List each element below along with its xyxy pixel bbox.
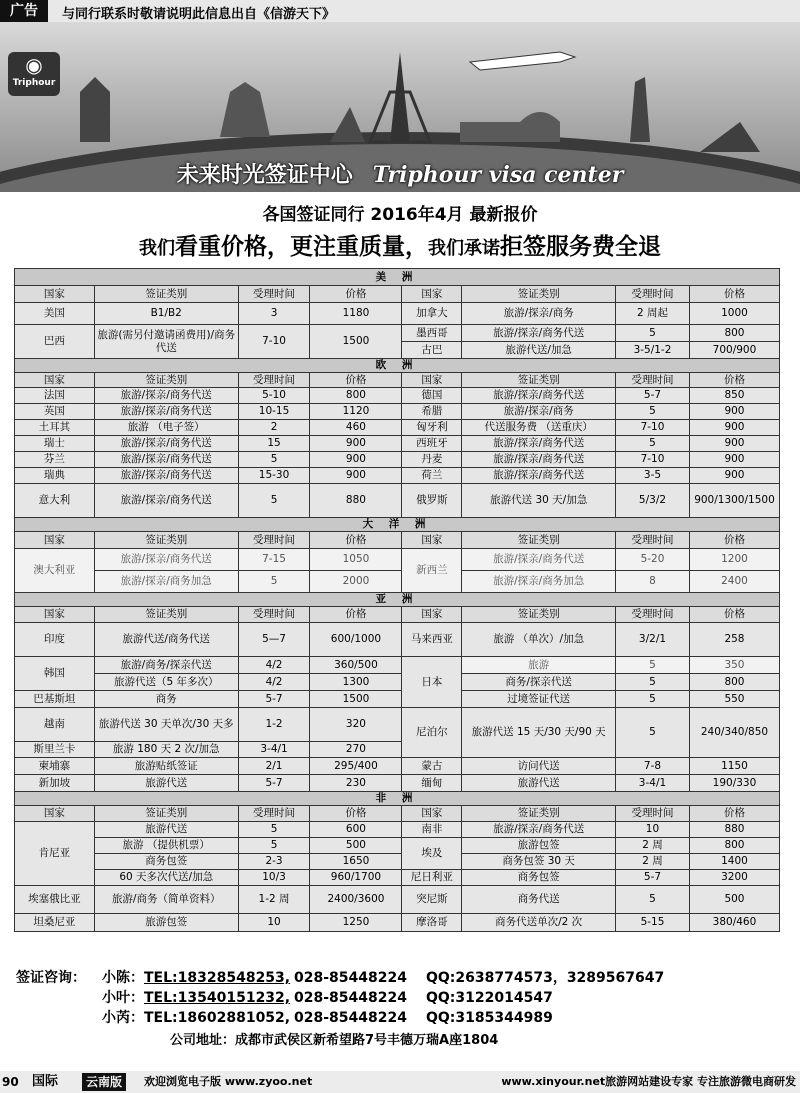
table-row [15, 623, 780, 657]
table-cell: 5/3/2 [616, 484, 690, 518]
table-cell: 2400 [689, 571, 779, 593]
column-header [15, 373, 780, 388]
table-row [15, 571, 780, 593]
price-table [14, 268, 780, 932]
table-cell: B1/B2 [94, 303, 238, 325]
table-row [15, 870, 780, 886]
table-cell: 旅游/探亲/商务代送 [94, 452, 238, 468]
table-cell: 15 [238, 436, 310, 452]
table-cell: 旅游/探亲/商务 [462, 303, 616, 325]
table-cell: 5-15 [616, 914, 690, 932]
table-cell: 旅游代送 [94, 775, 238, 792]
table-cell: 60 天多次代送/加急 [94, 870, 238, 886]
table-cell: 签证类别 [462, 373, 616, 388]
table-cell: 900 [689, 420, 779, 436]
source-note: 与同行联系时敬请说明此信息出自《信游天下》 [62, 7, 336, 22]
table-cell: 2 [238, 420, 310, 436]
table-cell: 600 [310, 822, 402, 838]
column-header [15, 286, 780, 303]
table-cell: 2 周 [616, 854, 690, 870]
table-cell: 受理时间 [238, 373, 310, 388]
table-cell: 签证类别 [94, 607, 238, 623]
table-cell: 5 [238, 822, 310, 838]
table-cell: 国家 [15, 532, 95, 549]
table-cell: 旅游贴纸签证 [94, 758, 238, 775]
table-cell: 3-5 [616, 468, 690, 484]
table-cell: 坦桑尼亚 [15, 914, 95, 932]
table-cell: 古巴 [402, 342, 462, 359]
table-cell: 俄罗斯 [402, 484, 462, 518]
table-cell: 价格 [689, 806, 779, 822]
table-cell: 日本 [402, 657, 462, 708]
table-row [15, 854, 780, 870]
banner-title: 未来时光签证中心 Triphour visa center [176, 162, 624, 188]
table-cell: 埃及 [402, 838, 462, 870]
page-footer [0, 1071, 800, 1093]
table-cell: 5-7 [616, 388, 690, 404]
triphour-logo: ◉ Triphour [8, 52, 60, 96]
contact-block [16, 968, 664, 1028]
table-cell: 旅游/探亲/商务代送 [94, 404, 238, 420]
table-cell: 受理时间 [238, 607, 310, 623]
table-cell: 新西兰 [402, 549, 462, 593]
table-cell: 旅游/探亲/商务代送 [462, 822, 616, 838]
table-cell: 2 周起 [616, 303, 690, 325]
table-cell: 1500 [310, 325, 402, 359]
table-cell: 巴基斯坦 [15, 691, 95, 708]
table-row [15, 674, 780, 691]
table-cell: 960/1700 [310, 870, 402, 886]
table-cell: 5 [238, 571, 310, 593]
table-cell: 10/3 [238, 870, 310, 886]
table-cell: 旅游/探亲/商务代送 [462, 325, 616, 342]
table-cell: 350 [689, 657, 779, 674]
table-cell: 旅游/商务（简单资料） [94, 886, 238, 914]
table-cell: 价格 [689, 607, 779, 623]
table-cell: 国家 [402, 373, 462, 388]
table-cell: 缅甸 [402, 775, 462, 792]
table-cell: 7-10 [616, 452, 690, 468]
table-row [15, 468, 780, 484]
table-cell: 旅游/探亲/商务代送 [94, 468, 238, 484]
table-cell: 5 [616, 404, 690, 420]
table-cell: 商务代送单次/2 次 [462, 914, 616, 932]
table-cell: 500 [310, 838, 402, 854]
table-cell: 3200 [689, 870, 779, 886]
table-row [15, 758, 780, 775]
bear-icon: ◉ [25, 53, 43, 77]
table-cell: 15-30 [238, 468, 310, 484]
table-cell: 360/500 [310, 657, 402, 674]
table-cell: 价格 [689, 373, 779, 388]
table-cell: 旅游/探亲/商务加急 [94, 571, 238, 593]
table-cell: 商务包签 [462, 870, 616, 886]
table-cell: 瑞典 [15, 468, 95, 484]
table-cell: 旅游/探亲/商务代送 [94, 388, 238, 404]
table-cell: 320 [310, 708, 402, 742]
table-row [15, 484, 780, 518]
table-cell: 460 [310, 420, 402, 436]
table-cell: 尼泊尔 [402, 708, 462, 758]
company-address: 公司地址：成都市武侯区新希望路7号丰德万瑞A座1804 [170, 1033, 499, 1048]
table-cell: 价格 [689, 286, 779, 303]
table-cell: 230 [310, 775, 402, 792]
table-row [15, 775, 780, 792]
table-cell: 尼日利亚 [402, 870, 462, 886]
table-cell: 900 [310, 452, 402, 468]
table-cell: 柬埔寨 [15, 758, 95, 775]
table-cell: 旅游/探亲/商务 [462, 404, 616, 420]
section-header [15, 593, 780, 607]
table-cell: 10 [616, 822, 690, 838]
table-cell: 大 洋 洲 [15, 518, 780, 532]
table-cell: 1200 [689, 549, 779, 571]
column-header [15, 607, 780, 623]
table-cell: 3/2/1 [616, 623, 690, 657]
table-cell: 1180 [310, 303, 402, 325]
table-cell: 新加坡 [15, 775, 95, 792]
table-cell: 3-4/1 [238, 742, 310, 758]
table-row [15, 303, 780, 325]
table-cell: 国家 [402, 806, 462, 822]
table-cell: 意大利 [15, 484, 95, 518]
table-cell: 受理时间 [238, 286, 310, 303]
table-cell: 希腊 [402, 404, 462, 420]
table-cell: 法国 [15, 388, 95, 404]
table-cell: 商务包签 [94, 854, 238, 870]
table-cell: 5-7 [616, 870, 690, 886]
table-row [15, 436, 780, 452]
table-cell: 受理时间 [238, 532, 310, 549]
table-cell: 南非 [402, 822, 462, 838]
table-cell: 签证类别 [462, 286, 616, 303]
table-cell: 380/460 [689, 914, 779, 932]
table-cell: 马来西亚 [402, 623, 462, 657]
table-row [15, 886, 780, 914]
table-cell: 240/340/850 [689, 708, 779, 758]
table-cell: 旅游代送/加急 [462, 342, 616, 359]
table-cell: 800 [689, 325, 779, 342]
table-cell: 旅游/探亲/商务代送 [462, 436, 616, 452]
phone-link[interactable]: TEL:18328548253, [144, 970, 291, 986]
table-cell: 700/900 [689, 342, 779, 359]
table-cell: 签证类别 [94, 532, 238, 549]
table-cell: 5-7 [238, 691, 310, 708]
table-cell: 过境签证代送 [462, 691, 616, 708]
table-cell: 190/330 [689, 775, 779, 792]
table-cell: 旅游/探亲/商务加急 [462, 571, 616, 593]
table-cell: 受理时间 [616, 532, 690, 549]
table-cell: 8 [616, 571, 690, 593]
table-cell: 澳大利亚 [15, 549, 95, 593]
table-cell: 2/1 [238, 758, 310, 775]
contact-row: 小芮：TEL:18602881052, 028-85448224 QQ:3185344989 [102, 1010, 553, 1026]
table-cell: 国家 [15, 373, 95, 388]
table-cell: 国家 [15, 607, 95, 623]
table-cell: 5-20 [616, 549, 690, 571]
table-cell: 印度 [15, 623, 95, 657]
table-cell: 价格 [310, 806, 402, 822]
table-cell: 匈牙利 [402, 420, 462, 436]
table-cell: 5 [616, 674, 690, 691]
table-cell: 550 [689, 691, 779, 708]
table-cell: 旅游代送 [462, 775, 616, 792]
table-cell: 价格 [310, 532, 402, 549]
table-cell: 880 [310, 484, 402, 518]
table-cell: 访问代送 [462, 758, 616, 775]
table-cell: 900 [689, 436, 779, 452]
table-cell: 2 周 [616, 838, 690, 854]
table-cell: 荷兰 [402, 468, 462, 484]
table-cell: 土耳其 [15, 420, 95, 436]
table-cell: 价格 [310, 286, 402, 303]
table-cell: 旅游/探亲/商务代送 [462, 549, 616, 571]
table-row [15, 657, 780, 674]
table-cell: 签证类别 [462, 806, 616, 822]
table-row [15, 822, 780, 838]
table-cell: 5 [238, 838, 310, 854]
table-cell: 800 [310, 388, 402, 404]
table-cell: 500 [689, 886, 779, 914]
table-row [15, 388, 780, 404]
table-cell: 欧 洲 [15, 359, 780, 373]
table-row [15, 838, 780, 854]
table-cell: 7-15 [238, 549, 310, 571]
table-cell: 旅游 （提供机票） [94, 838, 238, 854]
table-cell: 签证类别 [94, 373, 238, 388]
table-row [15, 404, 780, 420]
table-cell: 美国 [15, 303, 95, 325]
table-cell: 5 [616, 325, 690, 342]
table-cell: 瑞士 [15, 436, 95, 452]
table-row [15, 452, 780, 468]
table-cell: 7-10 [616, 420, 690, 436]
table-row [15, 914, 780, 932]
table-cell: 900 [310, 436, 402, 452]
phone-link[interactable]: TEL:13540151232, [144, 990, 291, 1006]
table-cell: 受理时间 [616, 373, 690, 388]
column-header [15, 806, 780, 822]
table-cell: 斯里兰卡 [15, 742, 95, 758]
contact-row: 小叶：TEL:13540151232, 028-85448224 QQ:3122014547 [102, 990, 553, 1006]
table-cell: 国家 [402, 532, 462, 549]
table-cell: 旅游/探亲/商务代送 [462, 388, 616, 404]
table-cell: 旅游包签 [462, 838, 616, 854]
section-header [15, 269, 780, 286]
section-header [15, 518, 780, 532]
table-cell: 加拿大 [402, 303, 462, 325]
table-cell: 英国 [15, 404, 95, 420]
table-cell: 1000 [689, 303, 779, 325]
table-row [15, 708, 780, 742]
table-cell: 295/400 [310, 758, 402, 775]
table-cell: 签证类别 [462, 607, 616, 623]
table-cell: 肯尼亚 [15, 822, 95, 886]
table-cell: 900 [689, 404, 779, 420]
table-cell: 旅游代送 [94, 822, 238, 838]
table-cell: 800 [689, 838, 779, 854]
table-cell: 签证类别 [94, 806, 238, 822]
table-cell: 非 洲 [15, 792, 780, 806]
column-header [15, 532, 780, 549]
table-cell: 880 [689, 822, 779, 838]
ezine-link[interactable]: 欢迎浏览电子版 www.zyoo.net [144, 1075, 313, 1088]
table-cell: 旅游 （电子签） [94, 420, 238, 436]
table-cell: 旅游包签 [94, 914, 238, 932]
table-cell: 旅游/探亲/商务代送 [94, 436, 238, 452]
table-cell: 签证类别 [94, 286, 238, 303]
table-cell: 商务 [94, 691, 238, 708]
table-cell: 签证类别 [462, 532, 616, 549]
subheading: 各国签证同行 2016年4月 最新报价 [262, 205, 538, 225]
table-cell: 旅游代送 30 天/加急 [462, 484, 616, 518]
phone-link[interactable]: TEL:18602881052, [144, 1010, 291, 1026]
table-cell: 5 [616, 657, 690, 674]
table-cell: 旅游代送（5 年多次） [94, 674, 238, 691]
table-cell: 258 [689, 623, 779, 657]
table-cell: 旅游/探亲/商务代送 [94, 549, 238, 571]
section-header [15, 792, 780, 806]
table-cell: 受理时间 [238, 806, 310, 822]
table-cell: 1500 [310, 691, 402, 708]
table-cell: 旅游代送 30 天单次/30 天多 [94, 708, 238, 742]
table-cell: 价格 [310, 373, 402, 388]
table-cell: 国家 [15, 286, 95, 303]
table-cell: 旅游/探亲/商务代送 [462, 468, 616, 484]
table-cell: 1-2 周 [238, 886, 310, 914]
table-cell: 900 [689, 452, 779, 468]
table-cell: 越南 [15, 708, 95, 742]
table-cell: 突尼斯 [402, 886, 462, 914]
table-cell: 价格 [689, 532, 779, 549]
table-cell: 1300 [310, 674, 402, 691]
table-cell: 旅游 [462, 657, 616, 674]
table-cell: 丹麦 [402, 452, 462, 468]
table-cell: 3-5/1-2 [616, 342, 690, 359]
table-cell: 850 [689, 388, 779, 404]
table-cell: 商务代送 [462, 886, 616, 914]
table-cell: 受理时间 [616, 607, 690, 623]
table-cell: 10 [238, 914, 310, 932]
table-cell: 德国 [402, 388, 462, 404]
table-cell: 旅游 （单次）/加急 [462, 623, 616, 657]
table-cell: 埃塞俄比亚 [15, 886, 95, 914]
table-cell: 1050 [310, 549, 402, 571]
page-number: 90 [2, 1075, 19, 1089]
table-cell: 2000 [310, 571, 402, 593]
table-cell: 5 [616, 708, 690, 758]
table-cell: 国家 [402, 607, 462, 623]
table-cell: 代送服务费 （送重庆） [462, 420, 616, 436]
table-cell: 蒙古 [402, 758, 462, 775]
section-label: 国际 [32, 1074, 59, 1089]
table-cell: 4/2 [238, 674, 310, 691]
table-cell: 美 洲 [15, 269, 780, 286]
table-cell: 西班牙 [402, 436, 462, 452]
table-cell: 1650 [310, 854, 402, 870]
table-cell: 5 [616, 691, 690, 708]
table-cell: 5 [238, 484, 310, 518]
table-cell: 旅游/商务/探亲代送 [94, 657, 238, 674]
table-cell: 旅游代送/商务代送 [94, 623, 238, 657]
table-cell: 1-2 [238, 708, 310, 742]
table-cell: 5—7 [238, 623, 310, 657]
table-cell: 墨西哥 [402, 325, 462, 342]
table-cell: 900 [310, 468, 402, 484]
table-cell: 巴西 [15, 325, 95, 359]
table-cell: 2-3 [238, 854, 310, 870]
table-cell: 5 [238, 452, 310, 468]
table-row [15, 420, 780, 436]
table-cell: 1120 [310, 404, 402, 420]
top-bar [0, 0, 800, 22]
table-cell: 7-8 [616, 758, 690, 775]
table-cell: 受理时间 [616, 286, 690, 303]
table-cell: 旅游 180 天 2 次/加急 [94, 742, 238, 758]
table-cell: 国家 [402, 286, 462, 303]
table-cell: 受理时间 [616, 806, 690, 822]
table-cell: 800 [689, 674, 779, 691]
table-cell: 旅游(需另付邀请函费用)/商务代送 [94, 325, 238, 359]
table-cell: 5-10 [238, 388, 310, 404]
table-cell: 韩国 [15, 657, 95, 691]
table-cell: 旅游/探亲/商务代送 [462, 452, 616, 468]
table-cell: 旅游/探亲/商务代送 [94, 484, 238, 518]
table-cell: 商务包签 30 天 [462, 854, 616, 870]
table-cell: 摩洛哥 [402, 914, 462, 932]
table-cell: 1150 [689, 758, 779, 775]
ad-tag: 广告 [0, 0, 48, 22]
table-cell: 3 [238, 303, 310, 325]
table-cell: 10-15 [238, 404, 310, 420]
table-cell: 900/1300/1500 [689, 484, 779, 518]
table-cell: 3-4/1 [616, 775, 690, 792]
table-cell: 亚 洲 [15, 593, 780, 607]
table-cell: 5-7 [238, 775, 310, 792]
section-header [15, 359, 780, 373]
table-cell: 900 [689, 468, 779, 484]
slogan: 我们看重价格，更注重质量，我们承诺拒签服务费全退 [139, 234, 661, 260]
table-cell: 旅游代送 15 天/30 天/90 天 [462, 708, 616, 758]
table-cell: 1400 [689, 854, 779, 870]
table-cell: 5 [616, 436, 690, 452]
table-row [15, 325, 780, 342]
footer-ad: www.xinyour.net旅游网站建设专家 专注旅游微电商研发 [501, 1075, 796, 1088]
table-cell: 商务/探亲代送 [462, 674, 616, 691]
table-cell: 4/2 [238, 657, 310, 674]
table-cell: 国家 [15, 806, 95, 822]
table-cell: 芬兰 [15, 452, 95, 468]
table-cell: 600/1000 [310, 623, 402, 657]
table-row [15, 691, 780, 708]
edition-badge: 云南版 [82, 1073, 126, 1091]
table-cell: 2400/3600 [310, 886, 402, 914]
table-cell: 价格 [310, 607, 402, 623]
table-cell: 270 [310, 742, 402, 758]
table-cell: 7-10 [238, 325, 310, 359]
table-row [15, 549, 780, 571]
table-cell: 5 [616, 886, 690, 914]
contact-row: 签证咨询： 小陈：TEL:18328548253, 028-85448224 QQ:2638774573，3289567647 [16, 970, 665, 986]
table-cell: 1250 [310, 914, 402, 932]
